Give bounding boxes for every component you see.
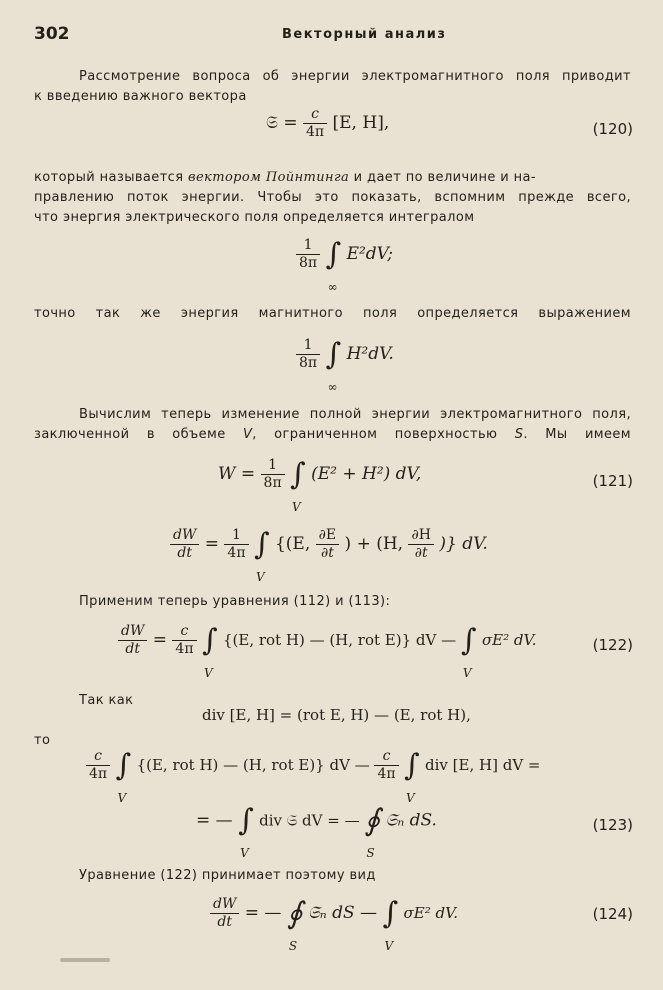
math-token: dW bbox=[118, 623, 147, 641]
math-token: 4π bbox=[175, 641, 194, 657]
math-token: 1 bbox=[296, 337, 320, 355]
equation-number: (120) bbox=[592, 120, 633, 138]
math-token: V bbox=[405, 790, 415, 805]
fraction bbox=[303, 106, 327, 141]
math-token: ∮ bbox=[364, 803, 380, 838]
text-run: который называется bbox=[34, 170, 184, 185]
math-token: S bbox=[514, 427, 524, 442]
math-token: 1 bbox=[224, 527, 248, 545]
math-token: div [E, H] dV = bbox=[425, 756, 541, 774]
fraction bbox=[408, 527, 433, 562]
math-token: σE² dV. bbox=[481, 631, 537, 649]
equation-120 bbox=[266, 106, 389, 141]
integral-sign bbox=[382, 895, 399, 953]
equation-121 bbox=[218, 456, 422, 514]
equation-123-line1 bbox=[86, 747, 541, 805]
paragraph-line: точно так же энергия магнитного поля определяется выражением bbox=[34, 306, 631, 321]
math-token: c bbox=[86, 748, 110, 766]
math-token: V bbox=[240, 846, 249, 860]
math-token: dW bbox=[170, 527, 199, 545]
integral-sign bbox=[403, 747, 420, 805]
math-token: )} dV. bbox=[439, 534, 488, 554]
integral-sign bbox=[238, 803, 254, 860]
math-token: dt bbox=[177, 545, 192, 561]
math-token: E²dV; bbox=[346, 244, 393, 264]
running-title: Векторный анализ bbox=[282, 27, 447, 42]
math-token: ∫ bbox=[115, 747, 132, 783]
math-token: c bbox=[374, 748, 398, 766]
math-token: W = bbox=[218, 464, 261, 484]
math-token: S bbox=[288, 938, 298, 953]
text-run: и дает по величине и на- bbox=[353, 170, 537, 185]
math-token: 4π bbox=[377, 766, 396, 782]
paragraph-line bbox=[34, 168, 634, 188]
paragraph-line: что энергия электрического поля определяется интегралом bbox=[34, 210, 475, 225]
page-header bbox=[34, 24, 629, 48]
math-token: ∫ bbox=[325, 236, 342, 272]
math-token: V bbox=[384, 938, 394, 953]
fraction bbox=[118, 623, 147, 658]
math-token: ∫ bbox=[253, 526, 270, 562]
integral-sign bbox=[325, 336, 342, 394]
math-token: ∫ bbox=[201, 622, 218, 658]
fraction bbox=[172, 623, 196, 658]
fraction bbox=[296, 237, 320, 272]
paragraph-line: Так как bbox=[79, 693, 134, 708]
integral-sign bbox=[201, 622, 218, 680]
math-token: {(E, rot H) — (H, rot E)} dV — bbox=[222, 631, 461, 649]
fraction bbox=[224, 527, 248, 562]
math-token: (E² + H²) dV, bbox=[311, 464, 422, 484]
math-token: 𝔖ₙ dS. bbox=[385, 810, 437, 831]
math-token: ∂E bbox=[316, 527, 339, 545]
fraction bbox=[261, 457, 285, 492]
fraction bbox=[296, 337, 320, 372]
paragraph-line: Вычислим теперь изменение полной энергии электромагнитного поля, bbox=[79, 407, 631, 422]
integral-magnetic bbox=[296, 336, 394, 394]
math-token: σE² dV. bbox=[403, 904, 459, 922]
math-token: V bbox=[117, 790, 127, 805]
math-token: 4π bbox=[306, 124, 325, 140]
contour-integral-sign bbox=[286, 895, 303, 953]
equation-dW-dt bbox=[170, 526, 488, 584]
math-token: V bbox=[255, 569, 265, 584]
math-token: ∫ bbox=[290, 456, 306, 492]
math-token: ∞ bbox=[327, 379, 338, 394]
math-token: 𝔖ₙ dS — bbox=[307, 903, 383, 923]
math-token: = — bbox=[244, 903, 287, 923]
fraction bbox=[86, 748, 110, 783]
math-token: H²dV. bbox=[346, 344, 394, 364]
equation-124 bbox=[210, 895, 459, 953]
math-token: c bbox=[303, 106, 327, 124]
math-token: ∫ bbox=[325, 336, 342, 372]
math-token: ∫ bbox=[403, 747, 420, 783]
text-run: заключенной в объеме bbox=[34, 427, 226, 442]
math-token: 8π bbox=[299, 255, 318, 271]
math-token: S bbox=[366, 846, 375, 860]
math-token: {(E, bbox=[274, 534, 316, 554]
equation-number: (122) bbox=[592, 636, 633, 654]
math-token: = bbox=[204, 534, 225, 554]
math-token: V bbox=[242, 427, 253, 442]
math-token: ∫ bbox=[238, 803, 254, 838]
integral-electric bbox=[296, 236, 393, 294]
paragraph-line: то bbox=[34, 733, 51, 748]
math-token: 8π bbox=[263, 475, 282, 491]
contour-integral-sign bbox=[364, 803, 380, 860]
math-token: 4π bbox=[89, 766, 108, 782]
equation-123-line2 bbox=[196, 803, 437, 860]
math-token: V bbox=[292, 499, 301, 514]
math-token: ∂t bbox=[320, 545, 334, 561]
equation-number: (121) bbox=[592, 472, 633, 490]
identity-div: div [E, H] = (rot E, H) — (E, rot H), bbox=[202, 706, 471, 724]
math-token: = bbox=[152, 630, 173, 650]
page-number: 302 bbox=[34, 24, 70, 44]
fraction bbox=[170, 527, 199, 562]
math-token: ) + (H, bbox=[344, 534, 409, 554]
paragraph-line: Уравнение (122) принимает поэтому вид bbox=[79, 868, 376, 883]
equation-122 bbox=[118, 622, 537, 680]
math-token: ∫ bbox=[382, 895, 399, 931]
integral-sign bbox=[460, 622, 477, 680]
math-token: 𝔖 = bbox=[266, 113, 303, 133]
math-token: = — bbox=[196, 810, 239, 831]
math-token: ∫ bbox=[460, 622, 477, 658]
math-token: ∂t bbox=[414, 545, 428, 561]
math-token: div 𝔖 dV = — bbox=[259, 811, 365, 830]
print-smudge bbox=[60, 958, 110, 962]
integral-sign bbox=[253, 526, 270, 584]
math-token: 8π bbox=[299, 355, 318, 371]
math-token: [E, H], bbox=[332, 113, 390, 133]
math-token: 1 bbox=[296, 237, 320, 255]
math-token: ∮ bbox=[286, 895, 303, 931]
integral-sign bbox=[325, 236, 342, 294]
paragraph-line: Рассмотрение вопроса об энергии электромагнитного поля приводит bbox=[79, 69, 631, 84]
text-run: , ограниченном поверхностью bbox=[252, 427, 498, 442]
math-token: 1 bbox=[261, 457, 285, 475]
term-poynting-vector: вектором Пойнтинга bbox=[188, 170, 350, 185]
integral-sign bbox=[115, 747, 132, 805]
math-token: V bbox=[203, 665, 213, 680]
equation-number: (124) bbox=[592, 905, 633, 923]
paragraph-line: правлению поток энергии. Чтобы это показать, вспомним прежде всего, bbox=[34, 190, 631, 205]
math-token: dW bbox=[210, 896, 239, 914]
paragraph-line bbox=[34, 425, 631, 445]
math-token: ∂H bbox=[408, 527, 433, 545]
text-run: . Мы имеем bbox=[523, 427, 631, 442]
fraction bbox=[210, 896, 239, 931]
math-token: 4π bbox=[227, 545, 246, 561]
math-token: dt bbox=[125, 641, 140, 657]
paragraph-line: Применим теперь уравнения (112) и (113): bbox=[79, 594, 391, 609]
fraction bbox=[316, 527, 339, 562]
fraction bbox=[374, 748, 398, 783]
math-token: ∞ bbox=[327, 279, 338, 294]
paragraph-line: к введению важного вектора bbox=[34, 89, 247, 104]
math-token: V bbox=[462, 665, 472, 680]
integral-sign bbox=[290, 456, 306, 514]
math-token: dt bbox=[217, 914, 232, 930]
math-token: {(E, rot H) — (H, rot E)} dV — bbox=[136, 756, 375, 774]
equation-number: (123) bbox=[592, 816, 633, 834]
math-token: c bbox=[172, 623, 196, 641]
